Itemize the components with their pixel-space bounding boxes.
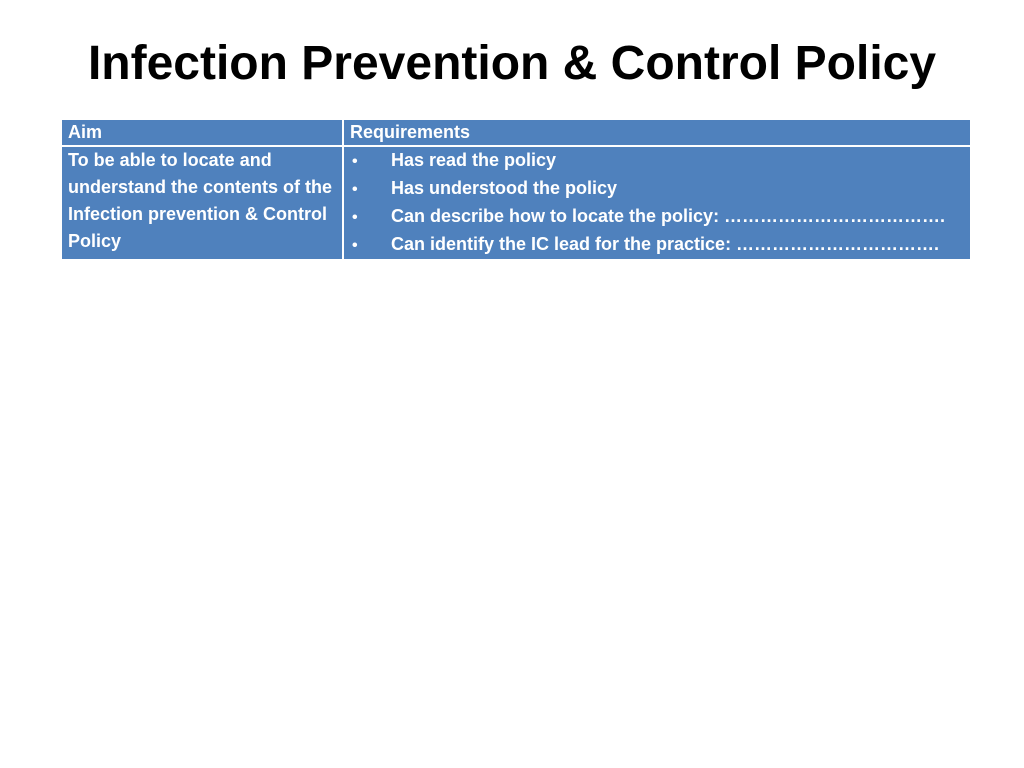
- table-header-row: [61, 119, 971, 146]
- requirements-cell: [343, 146, 971, 260]
- bullet-icon: •: [352, 181, 358, 198]
- header-requirements: Requirements: [343, 119, 971, 146]
- list-item: [350, 147, 964, 175]
- bullet-icon: •: [352, 209, 358, 226]
- header-aim: Aim: [61, 119, 343, 146]
- bullet-icon: •: [352, 237, 358, 254]
- slide-title: Infection Prevention & Control Policy: [87, 37, 937, 90]
- list-item: [350, 231, 964, 259]
- requirement-text: Can identify the IC lead for the practice: …………………………….: [391, 234, 940, 254]
- aim-cell: To be able to locate and understand the contents of the Infection prevention & Control Policy: [61, 146, 343, 260]
- table-row: [61, 146, 971, 260]
- requirement-text: Has understood the policy: [391, 178, 618, 198]
- policy-table: [60, 118, 972, 261]
- bullet-icon: •: [352, 153, 358, 170]
- requirement-text: Can describe how to locate the policy: ……………………………….: [391, 206, 946, 226]
- list-item: [350, 203, 964, 231]
- requirements-list: [350, 147, 964, 259]
- requirement-text: Has read the policy: [391, 150, 557, 170]
- list-item: [350, 175, 964, 203]
